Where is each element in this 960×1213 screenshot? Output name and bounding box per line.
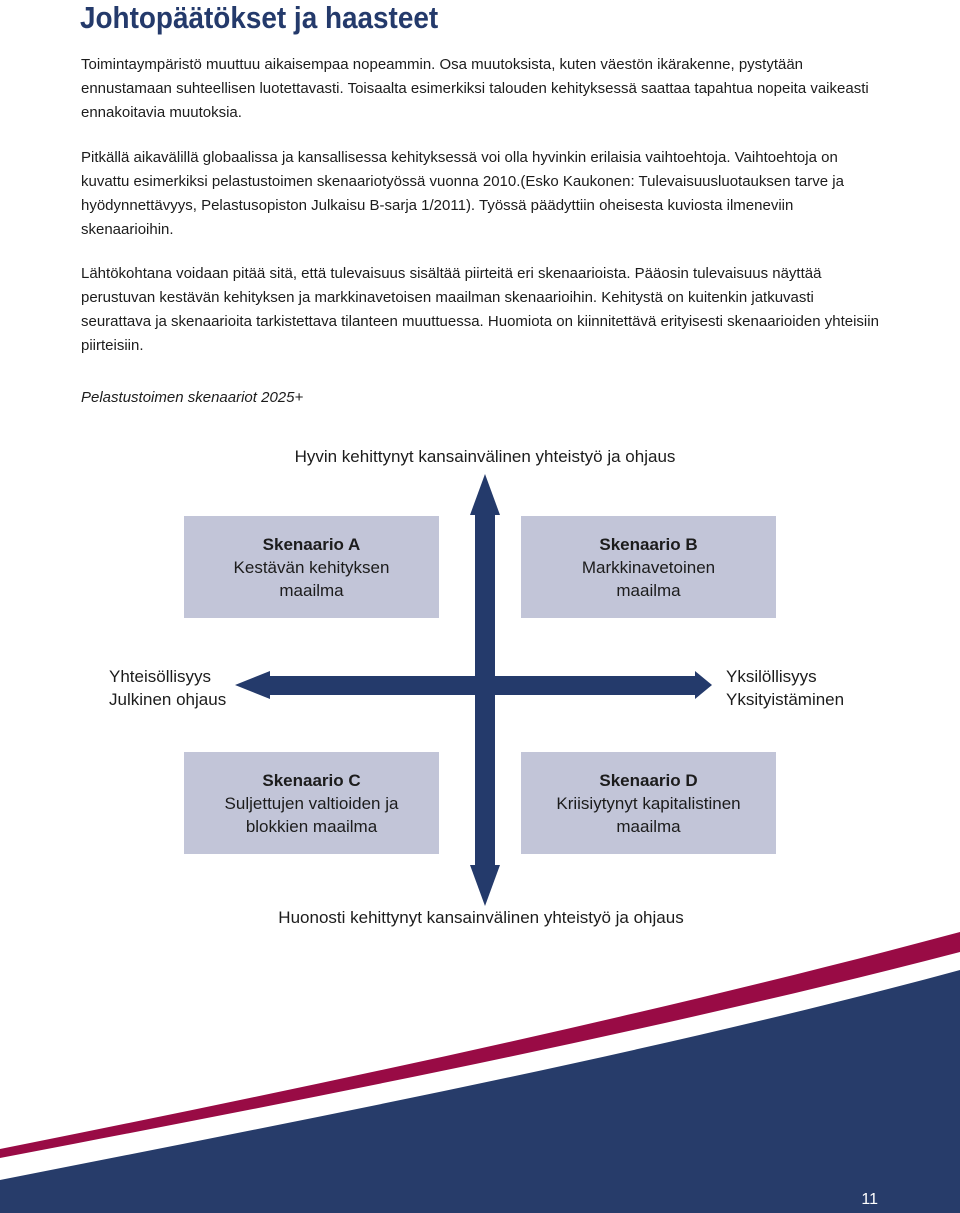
paragraph-2: Pitkällä aikavälillä globaalissa ja kansallisessa kehityksessä voi olla hyvinkin erilaisia vaihtoehtoja. Vaihtoehtoja on kuvattu esimerkiksi pelastustoimen skenaariotyössä vuonna 2010.(Esko Kaukonen: Tulevaisuusluotauksen tarve ja hyödynnettävyys, Pelastusopiston Julkaisu B-sarja 1/2011). Työssä päädyttiin oheisesta kuviosta ilmeneviin skenaarioihin. [81, 149, 844, 238]
axis-left-label [109, 665, 226, 711]
axis-right-label-line: Yksityistäminen [726, 690, 845, 709]
scenario-c-line: blokkien maailma [245, 816, 378, 836]
horizontal-axis-arrow [235, 671, 712, 699]
scenario-a-box [184, 516, 439, 618]
page-title: Johtopäätökset ja haasteet [80, 0, 439, 35]
page-number: 11 [861, 1191, 878, 1208]
paragraph-3: Lähtökohtana voidaan pitää sitä, että tulevaisuus sisältää piirteitä eri skenaarioista. Pääosin tulevaisuus näyttää perustuvan kestävän kehityksen ja markkinavetoisen maailman skenaarioihin. Kehitystä on kuitenkin jatkuvasti seurattava ja skenaarioita tarkistettava tilanteen muuttuessa. Huomiota on kiinnitettävä erityisesti skenaarioiden yhteisiin piirteisiin. [81, 265, 879, 354]
scenario-d-line: maailma [616, 816, 681, 836]
scenario-d-line: Kriisiytynyt kapitalistinen [556, 793, 741, 813]
axis-top-label: Hyvin kehittynyt kansainvälinen yhteistyö ja ohjaus [294, 447, 676, 466]
axis-left-label-line: Julkinen ohjaus [109, 690, 227, 709]
scenario-c-line: Suljettujen valtioiden ja [224, 793, 399, 813]
scenario-d-name: Skenaario D [599, 770, 698, 790]
scenario-b-line: Markkinavetoinen [581, 557, 716, 577]
axis-right-label-line: Yksilöllisyys [726, 667, 817, 686]
scenario-b-box [521, 516, 776, 618]
figure-caption: Pelastustoimen skenaariot 2025+ [81, 389, 304, 406]
scenario-d-box [521, 752, 776, 854]
scenario-b-name: Skenaario B [599, 534, 698, 554]
scenario-a-line: maailma [279, 580, 344, 600]
scenario-b-line: maailma [616, 580, 681, 600]
paragraph-1: Toimintaympäristö muuttuu aikaisempaa nopeammin. Osa muutoksista, kuten väestön ikärakenne, pystytään ennustamaan suhteellisen luotettavasti. Toisaalta esimerkiksi talouden kehityksessä saattaa tapahtua nopeita vaikeasti ennakoitavia muutoksia. [81, 56, 869, 121]
scenario-c-name: Skenaario C [262, 770, 361, 790]
scenario-c-box [184, 752, 439, 854]
axis-bottom-label: Huonosti kehittynyt kansainvälinen yhteistyö ja ohjaus [278, 908, 684, 927]
axis-right-label [726, 665, 844, 711]
scenario-a-name: Skenaario A [262, 534, 361, 554]
axis-left-label-line: Yhteisöllisyys [109, 667, 212, 686]
scenario-a-line: Kestävän kehityksen [233, 557, 390, 577]
